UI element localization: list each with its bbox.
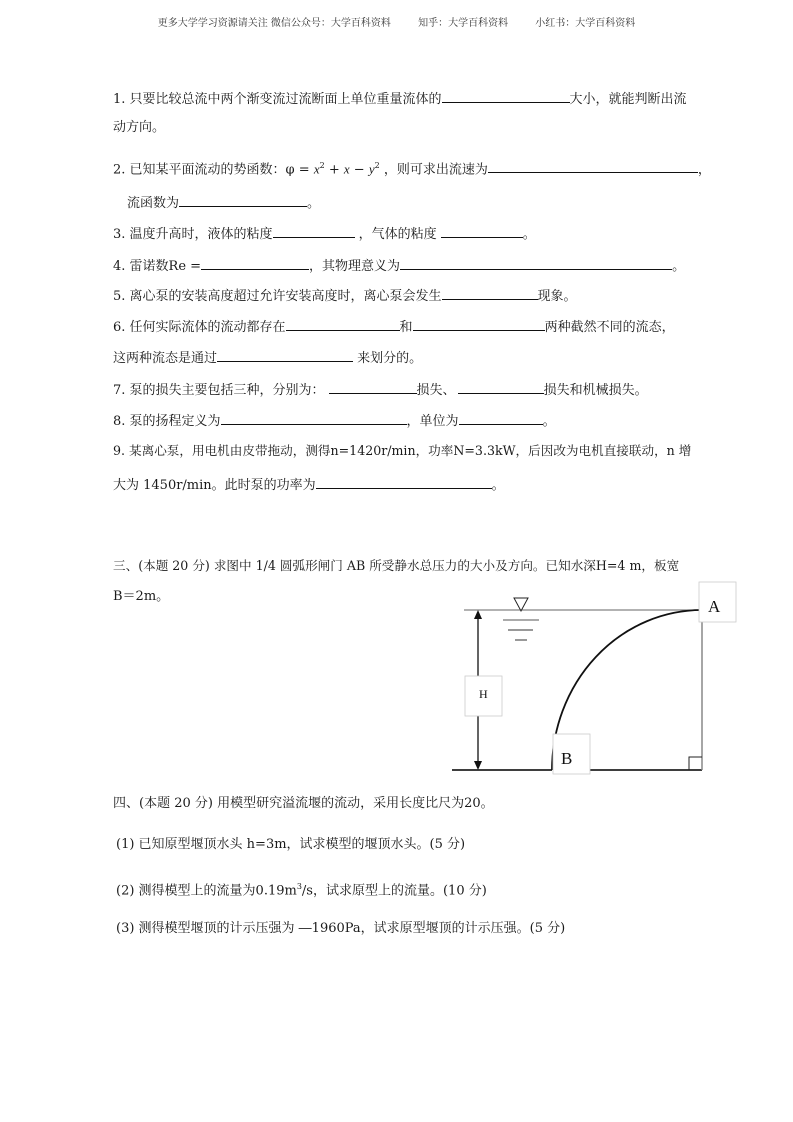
q8-text-c: 。 [542,414,556,429]
q3-blank-gas [441,223,523,238]
q9-text-b: 大为 1450r/min。此时泵的功率为 [113,478,316,493]
q6-text-b: 和 [399,320,413,335]
q6-blank-3 [217,347,353,362]
section-4-p3-text: (3) 测得模型堰顶的计示压强为 ―1960Pa，试求原型堰顶的计示压强。(5 分) [116,921,566,936]
header-zhihu: 知乎：大学百科资料 [418,18,509,29]
q8-blank-def [221,410,407,425]
question-8 [113,410,556,431]
page-header [0,14,793,29]
header-xiaohongshu: 小红书：大学百科资料 [535,18,636,29]
q2-blank-stream [179,192,307,207]
gate-diagram [440,580,750,780]
q5-text: 5. 离心泵的安装高度超过允许安装高度时，离心泵会发生 [113,289,442,304]
q2-phi: φ = [285,162,314,178]
question-3 [113,223,536,244]
question-2 [113,157,711,179]
arrow-down-icon [474,761,482,770]
q5-blank [442,285,538,300]
q1-text: 1. 只要比较总流中两个渐变流过流断面上单位重量流体的 [113,92,442,107]
q2-text-d: 流函数为 [127,196,180,211]
section-3-title [113,557,679,575]
section-4-p2-sup: 3 [296,882,302,891]
q6-text-d: 这两种流态是通过 [113,351,218,366]
section-4-p2-text-b: /s，试求原型上的流量。(10 分) [301,883,487,899]
q3-blank-liquid [273,223,355,238]
section-3-line-1: 三、(本题 20 分) 求图中 1/4 圆弧形闸门 AB 所受静水总压力的大小及方向。已知水深H=4 m，板宽 [113,558,680,573]
q2-text-c: ， [697,162,711,178]
q6-blank-1 [286,316,400,331]
section-3-cont [113,588,169,606]
section-4-part-3 [116,920,565,938]
q6-blank-2 [413,316,545,331]
q3-text-c: 。 [522,227,536,242]
q1-text-b: 大小，就能判断出流 [569,92,687,107]
section-3-line-2: B＝2m。 [113,589,170,604]
q1-text-c: 动方向。 [113,120,166,135]
section-4-title [113,795,494,813]
q9-text-c: 。 [491,478,505,493]
question-9-cont [113,474,505,495]
header-wechat: 更多大学学习资源请关注 微信公众号：大学百科资料 [157,18,391,29]
water-level-triangle-icon [514,598,528,611]
q1-blank [442,88,570,103]
q7-text-b: 损失、 [416,383,456,398]
q2-y: y [368,161,375,177]
arrow-up-icon [474,610,482,619]
question-9 [113,442,691,460]
section-4-part-2 [116,878,487,900]
q2-blank-velocity [488,158,698,173]
q7-text-c: 损失和机械损失。 [543,383,648,398]
q2-text: 2. 已知某平面流动的势函数： [113,162,286,178]
q2-plus: + [324,162,344,178]
q4-text-b: ，其物理意义为 [309,259,401,274]
section-4-p1-text: (1) 已知原型堰顶水头 h=3m，试求模型的堰顶水头。(5 分) [116,837,466,852]
question-6-cont [113,347,422,368]
label-b: B [561,749,573,768]
section-4-p2-text-a: (2) 测得模型上的流量为0.19m [116,883,297,899]
q7-blank-2 [458,379,544,394]
label-a: A [708,597,721,616]
question-2-cont [127,192,320,213]
right-angle-mark [689,757,702,770]
q2-text-e: 。 [307,196,321,211]
q5-text-b: 现象。 [537,289,577,304]
q7-text: 7. 泵的损失主要包括三种，分别为： [113,383,325,398]
q2-x: x [313,161,320,177]
q7-blank-1 [329,379,417,394]
q9-blank [316,474,492,489]
q8-blank-unit [459,410,543,425]
q4-text: 4. 雷诺数Re = [113,259,202,274]
q4-text-c: 。 [672,259,686,274]
q2-text-b: ，则可求出流速为 [379,162,488,178]
question-7 [113,379,648,400]
q4-blank-meaning [400,255,672,270]
label-h: H [479,687,488,701]
question-1 [113,88,687,109]
q3-text-b: ，气体的粘度 [354,227,437,242]
section-4-title-text: 四、(本题 20 分) 用模型研究溢流堰的流动，采用长度比尺为20。 [113,796,494,811]
q2-minus: − [349,162,369,178]
q6-text-c: 两种截然不同的流态， [544,320,675,335]
question-1-cont [113,119,165,137]
q8-text-b: ，单位为 [406,414,459,429]
question-6 [113,316,675,337]
q8-text: 8. 泵的扬程定义为 [113,414,221,429]
q2-x2: x [343,161,350,177]
section-4-part-1 [116,836,465,854]
question-5 [113,285,577,306]
q6-text-e: 来划分的。 [353,351,423,366]
q9-text: 9. 某离心泵，用电机由皮带拖动，测得n=1420r/min，功率N=3.3kW，后因改为电机直接联动，n 增 [113,443,692,458]
q4-blank-re [201,255,309,270]
q2-sup2: 2 [374,161,380,170]
q2-sup1: 2 [319,161,325,170]
question-4 [113,255,685,276]
q6-text: 6. 任何实际流体的流动都存在 [113,320,286,335]
q3-text: 3. 温度升高时，液体的粘度 [113,227,273,242]
